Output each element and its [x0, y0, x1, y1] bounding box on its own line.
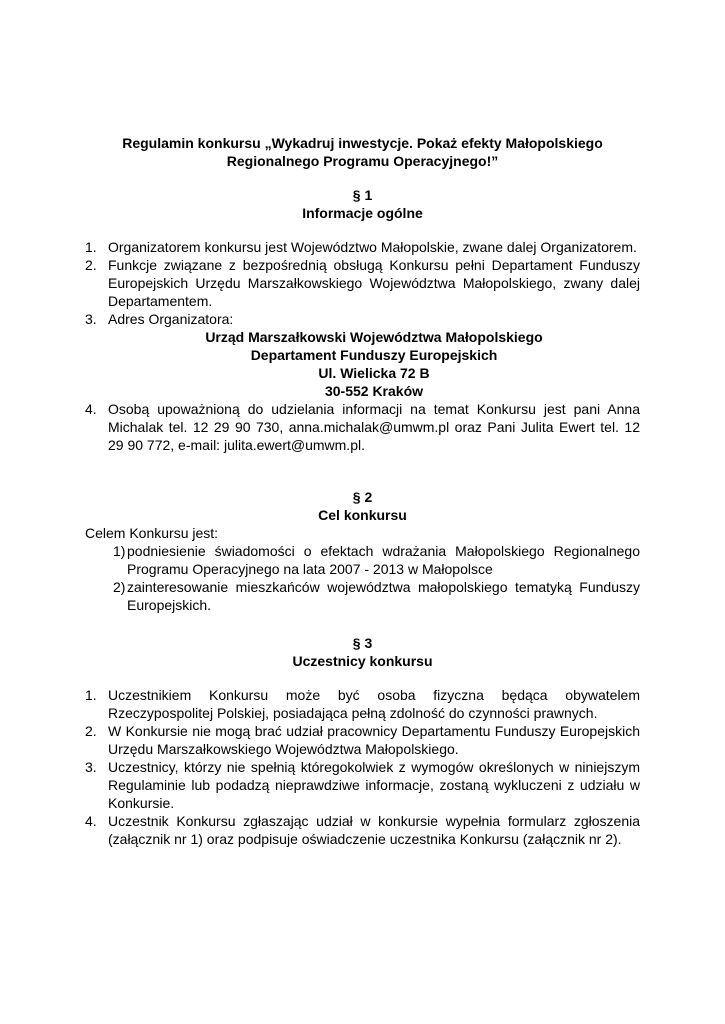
- list-item-number: 3.: [85, 311, 97, 327]
- section-2-list: [85, 542, 640, 614]
- list-item: [85, 686, 640, 722]
- section-2-header: [85, 488, 640, 524]
- list-item-text: Uczestnicy, którzy nie spełnią któregokolwiek z wymogów określonych w niniejszym Regulaminie lub podadzą nieprawdziwe informacje, zostaną wykluczeni z udziału w Konkursie.: [108, 759, 640, 811]
- list-item: [85, 256, 640, 310]
- list-item-number: 1.: [85, 687, 97, 703]
- list-item-number: 1): [113, 543, 126, 559]
- list-item-text: Osobą upoważnioną do udzielania informacji na temat Konkursu jest pani Anna Michalak tel. 12 29 90 730, anna.michalak@umwm.pl oraz Pani Julita Ewert tel. 12 29 90 772, e-mail: julita.ewert@umwm.pl.: [108, 401, 640, 453]
- section-3-list: [85, 686, 640, 848]
- list-item: [85, 400, 640, 454]
- list-item-number: 2.: [85, 723, 97, 739]
- section-number: § 1: [352, 187, 373, 203]
- list-item-text: Adres Organizatora:: [108, 311, 234, 327]
- list-item-text: W Konkursie nie mogą brać udział pracownicy Departamentu Funduszy Europejskich Urzędu Marszałkowskiego Województwa Małopolskiego.: [108, 723, 640, 757]
- document-title: [85, 134, 640, 170]
- document-content: [85, 134, 640, 848]
- list-item-number: 4.: [85, 401, 97, 417]
- list-item-number: 4.: [85, 813, 97, 829]
- list-item-text: zainteresowanie mieszkańców województwa małopolskiego tematyką Funduszy Europejskich.: [127, 579, 640, 613]
- list-item-number: 1.: [85, 239, 97, 255]
- list-item-text: Uczestnik Konkursu zgłaszając udział w konkursie wypełnia formularz zgłoszenia (załącznik nr 1) oraz podpisuje oświadczenie uczestnika Konkursu (załącznik nr 2).: [108, 813, 640, 847]
- title-line-2: Regionalnego Programu Operacyjnego!”: [226, 153, 499, 169]
- section-1-header: [85, 186, 640, 222]
- address-line: 30-552 Kraków: [324, 383, 424, 399]
- list-item: [85, 722, 640, 758]
- list-item-text: podniesienie świadomości o efektach wdrażania Małopolskiego Regionalnego Programu Operacyjnego na lata 2007 - 2013 w Małopolsce: [127, 543, 640, 577]
- section-2-intro: Celem Konkursu jest:: [85, 525, 219, 541]
- address-line: Departament Funduszy Europejskich: [250, 347, 498, 363]
- organizer-address: [85, 328, 640, 400]
- section-1-list-continued: [85, 400, 640, 454]
- list-item-number: 3.: [85, 759, 97, 775]
- section-1-list: [85, 238, 640, 328]
- list-item: [85, 542, 640, 578]
- section-heading: Uczestnicy konkursu: [292, 653, 433, 669]
- list-item-text: Organizatorem konkursu jest Województwo Małopolskie, zwane dalej Organizatorem.: [108, 239, 637, 255]
- list-item-number: 2): [113, 579, 126, 595]
- list-item-text: Funkcje związane z bezpośrednią obsługą Konkursu pełni Departament Funduszy Europejskich Urzędu Marszałkowskiego Województwa Małopolskiego, zwany dalej Departamentem.: [108, 257, 640, 309]
- list-item: [85, 812, 640, 848]
- list-item: [85, 310, 640, 328]
- address-line: Ul. Wielicka 72 B: [318, 365, 430, 381]
- address-line: Urząd Marszałkowski Województwa Małopolskiego: [205, 329, 543, 345]
- title-line-1: Regulamin konkursu „Wykadruj inwestycje. Pokaż efekty Małopolskiego: [122, 135, 603, 151]
- section-number: § 3: [352, 635, 373, 651]
- list-item-text: Uczestnikiem Konkursu może być osoba fizyczna będąca obywatelem Rzeczypospolitej Polskiej, posiadająca pełną zdolność do czynności prawnych.: [108, 687, 640, 721]
- section-3-header: [85, 634, 640, 670]
- list-item: [85, 758, 640, 812]
- section-number: § 2: [352, 489, 373, 505]
- list-item-number: 2.: [85, 257, 97, 273]
- section-heading: Cel konkursu: [318, 507, 407, 523]
- list-item: [85, 238, 640, 256]
- list-item: [85, 578, 640, 614]
- section-heading: Informacje ogólne: [302, 205, 423, 221]
